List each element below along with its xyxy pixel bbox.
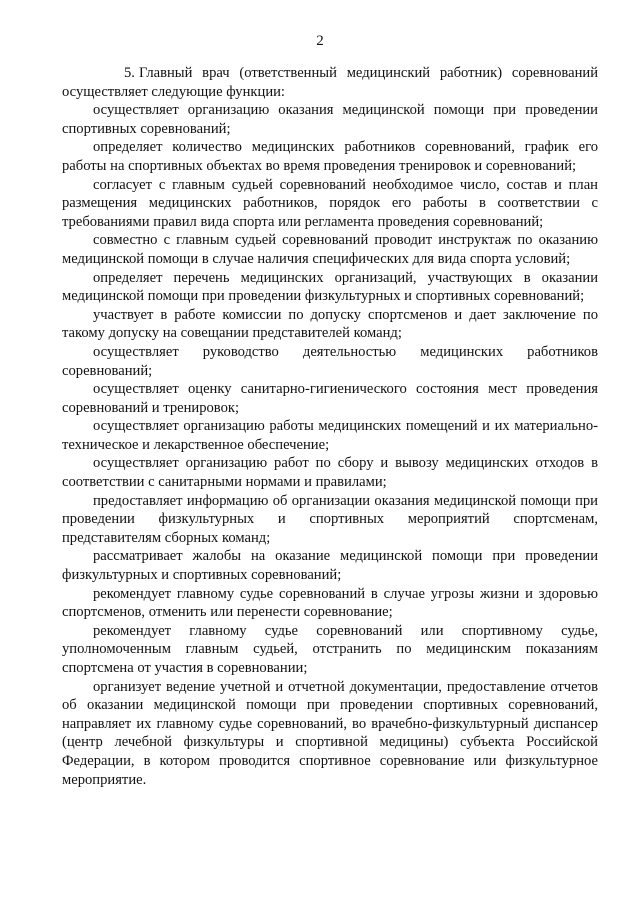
function-item: предоставляет информацию об организации оказания медицинской помощи при проведении физкультурных и спортивных мероприятий спортсменам, представителям сборных команд;: [62, 492, 598, 546]
function-item: участвует в работе комиссии по допуску спортсменов и дает заключение по такому допуску на совещании представителей команд;: [62, 306, 598, 342]
section-heading: [62, 64, 598, 101]
function-item: осуществляет организацию работ по сбору и вывозу медицинских отходов в соответствии с санитарными нормами и правилами;: [62, 455, 598, 491]
function-item: определяет количество медицинских работников соревнований, график его работы на спортивных объектах во время проведения тренировок и соревнований;: [62, 139, 598, 174]
section-number: 5.: [124, 65, 135, 81]
function-item: рассматривает жалобы на оказание медицинской помощи при проведении физкультурных и спортивных соревнований;: [62, 548, 598, 584]
function-item: рекомендует главному судье соревнований или спортивному судье, уполномоченным главным судьей, отстранить по медицинским показаниям спортсмена от участия в соревновании;: [62, 622, 598, 676]
function-item: организует ведение учетной и отчетной документации, предоставление отчетов об оказании медицинской помощи при проведении спортивных соревнований, направляет их главному судье соревнований, во врачебно-физкультурный диспансер (центр лечебной физкультуры и спортивной медицины) субъекта Российской Федерации, в котором проводится спортивное соревнование или физкультурное мероприятие.: [62, 678, 598, 788]
section-heading-text: Главный врач (ответственный медицинский работник) соревнований осуществляет следующие функции:: [62, 65, 598, 100]
function-item: осуществляет организацию оказания медицинской помощи при проведении спортивных соревнований;: [62, 102, 598, 137]
function-item: осуществляет организацию работы медицинских помещений и их материально-техническое и лекарственное обеспечение;: [62, 418, 598, 453]
function-item: определяет перечень медицинских организаций, участвующих в оказании медицинской помощи при проведении физкультурных и спортивных соревнований;: [62, 269, 598, 305]
function-item: осуществляет оценку санитарно-гигиенического состояния мест проведения соревнований и тренировок;: [62, 381, 598, 416]
function-item: согласует с главным судьей соревнований необходимое число, состав и план размещения медицинских работников, порядок его работы в соответствии с требованиями правил вида спорта или регламента проведения соревнований;: [62, 176, 598, 230]
document-body: [62, 64, 598, 789]
function-item: совместно с главным судьей соревнований проводит инструктаж по оказанию медицинской помощи в случае наличия специфических для вида спорта условий;: [62, 232, 598, 267]
function-item: рекомендует главному судье соревнований в случае угрозы жизни и здоровью спортсменов, отменить или перенести соревнование;: [62, 585, 598, 621]
function-item: осуществляет руководство деятельностью медицинских работников соревнований;: [62, 343, 598, 379]
page-number: 2: [316, 33, 324, 49]
